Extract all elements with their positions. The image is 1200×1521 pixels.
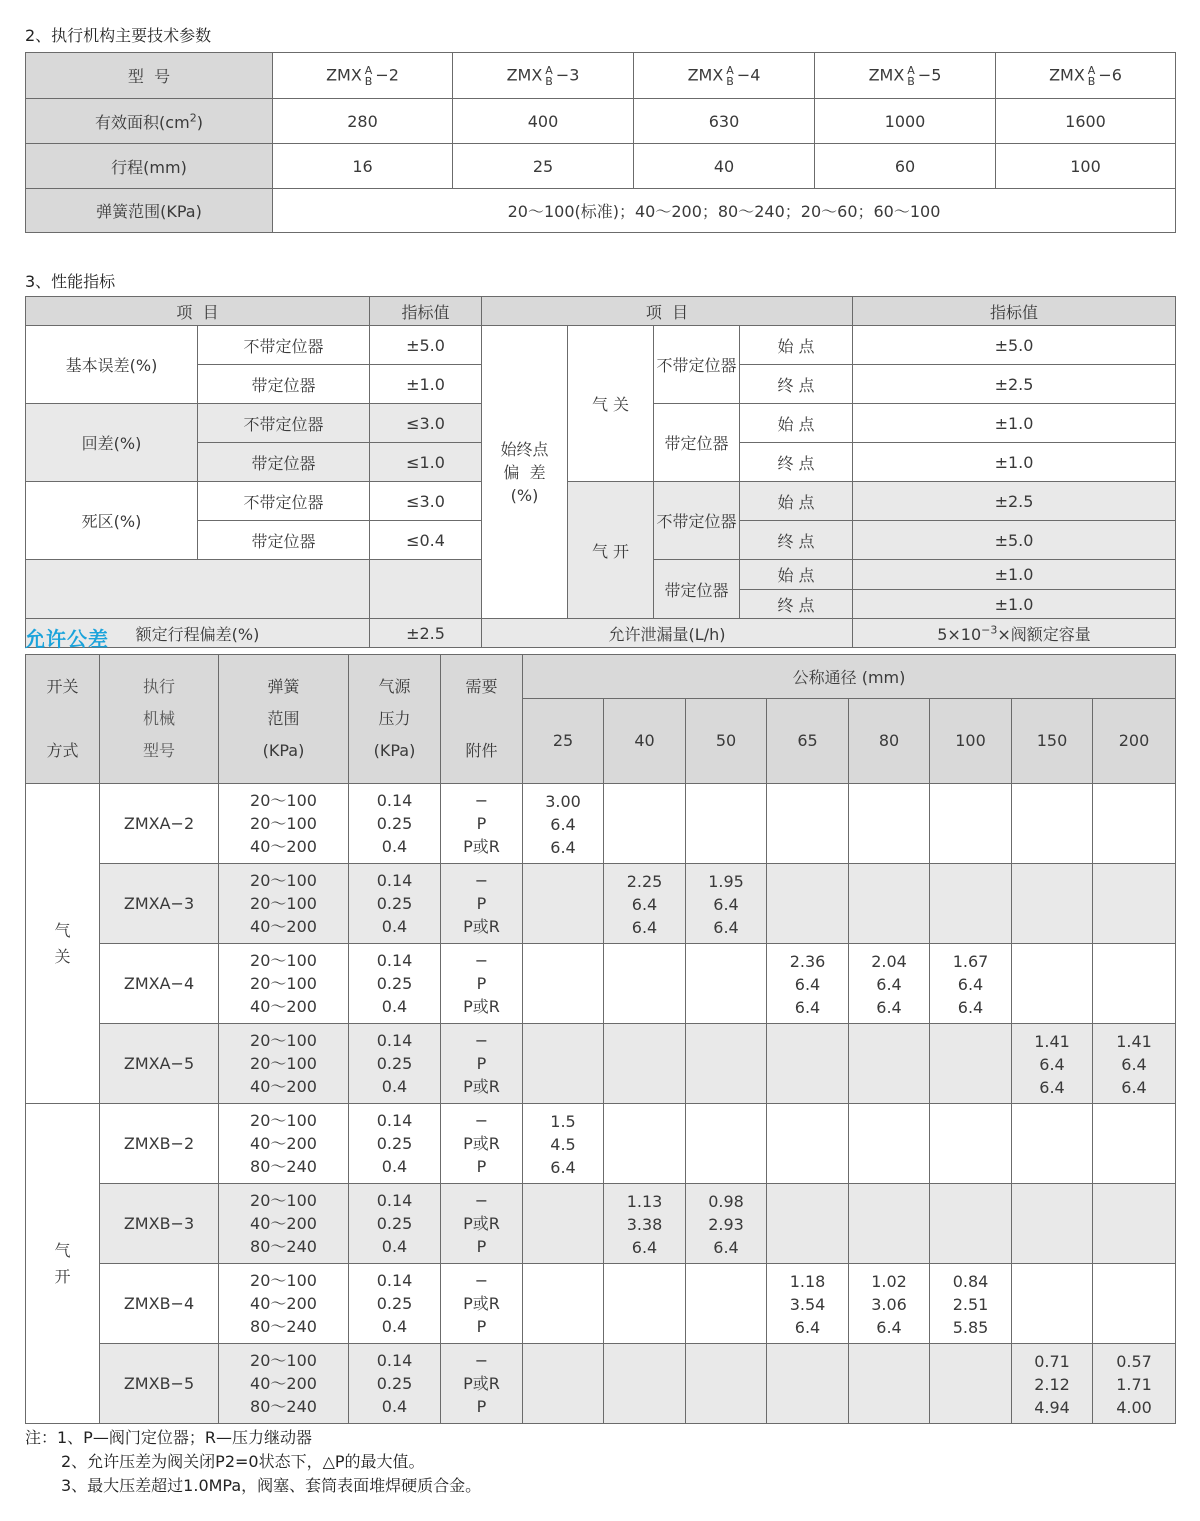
value-cell: ≤1.0 [370,443,482,482]
table-row [26,1264,1176,1344]
tolerance-cell [930,1104,1012,1184]
tolerance-cell: 1.41 6.4 6.4 [1012,1024,1093,1104]
header-diameter: 200 [1093,698,1176,783]
with-positioner-label: 带定位器 [654,560,740,619]
basic-error-label: 基本误差(%) [26,326,198,404]
tolerance-cell [849,784,930,864]
tolerance-cell: 1.5 4.5 6.4 [523,1104,604,1184]
value-cell: ≤3.0 [370,404,482,443]
table-row [26,864,1176,944]
spring-range-cell: 20～100(标准)；40～200；80～240；20～60；60～100 [273,189,1176,233]
header-actuator: 执行 机械 型号 [100,655,219,784]
header-air: 气源 压力 (KPa) [349,655,441,784]
tolerance-cell [1093,1264,1176,1344]
note-3: 3、最大压差超过1.0MPa，阀塞、套筒表面堆焊硬质合金。 [61,1476,482,1495]
accessory-cell: − P P或R [441,864,523,944]
model-cell: ZMXA−4 [100,944,219,1024]
value-cell: ≤0.4 [370,521,482,560]
spacer [370,560,482,590]
header-item-right: 项 目 [482,297,853,326]
performance-table [25,296,1176,648]
stroke-cell: 60 [815,144,996,189]
tolerance-cell [1012,784,1093,864]
notes [25,1426,481,1498]
tolerance-cell [523,1184,604,1264]
tolerance-cell [604,784,686,864]
model-cell: ZMXB−4 [100,1264,219,1344]
tolerance-cell [930,864,1012,944]
air-cell: 0.14 0.25 0.4 [349,944,441,1024]
air-cell: 0.14 0.25 0.4 [349,1184,441,1264]
accessory-cell: − P或R P [441,1184,523,1264]
table-row [26,1024,1176,1104]
spring-cell: 20～100 20～100 40～200 [219,1024,349,1104]
header-diameter: 40 [604,698,686,783]
table-row [26,1184,1176,1264]
accessory-cell: − P或R P [441,1264,523,1344]
table-row [26,944,1176,1024]
tolerance-cell [1012,1264,1093,1344]
tolerance-cell [849,1344,930,1424]
tolerance-cell [930,1024,1012,1104]
tolerance-cell: 1.41 6.4 6.4 [1093,1024,1176,1104]
tolerance-cell [849,1184,930,1264]
tolerance-cell [1093,1184,1176,1264]
air-cell: 0.14 0.25 0.4 [349,1104,441,1184]
tolerance-cell [523,1344,604,1424]
spring-cell: 20～100 40～200 80～240 [219,1344,349,1424]
start-label: 始 点 [740,404,853,443]
header-accessory: 需要 附件 [441,655,523,784]
spring-cell: 20～100 40～200 80～240 [219,1264,349,1344]
leakage-value: $5\times 10^{-3}\times$阀额定容量 [853,619,1176,648]
header-diameter: 25 [523,698,604,783]
stroke-cell: 40 [634,144,815,189]
value-cell: ±1.0 [853,443,1176,482]
air-open-label: 气 开 [568,482,654,619]
tolerance-cell: 1.67 6.4 6.4 [930,944,1012,1024]
tolerance-cell [604,1264,686,1344]
area-cell: 1600 [996,99,1176,144]
value-cell: ±5.0 [853,326,1176,365]
tolerance-cell [767,1024,849,1104]
tolerance-cell [1012,944,1093,1024]
accessory-cell: − P P或R [441,1024,523,1104]
tolerance-cell [523,1024,604,1104]
tolerance-cell [767,864,849,944]
no-positioner-label: 不带定位器 [654,326,740,404]
stroke-cell: 25 [453,144,634,189]
no-positioner-label: 不带定位器 [198,326,370,365]
value-cell: ±5.0 [853,521,1176,560]
header-value-left: 指标值 [370,297,482,326]
leakage-label: 允许泄漏量(L/h) [482,619,853,648]
air-cell: 0.14 0.25 0.4 [349,1264,441,1344]
spring-cell: 20～100 40～200 80～240 [219,1104,349,1184]
accessory-cell: − P P或R [441,784,523,864]
note-1: 注：1、P—阀门定位器；R—压力继动器 [25,1428,312,1447]
tolerance-cell: 1.13 3.38 6.4 [604,1184,686,1264]
tolerance-cell: 0.57 1.71 4.00 [1093,1344,1176,1424]
area-cell: 1000 [815,99,996,144]
tolerance-cell [767,1104,849,1184]
tolerance-cell [1093,944,1176,1024]
air-cell: 0.14 0.25 0.4 [349,784,441,864]
spring-cell: 20～100 20～100 40～200 [219,944,349,1024]
value-cell: ±1.0 [853,590,1176,619]
table-row [26,784,1176,864]
header-diameter: 80 [849,698,930,783]
mode-cell: 气 开 [26,1104,100,1424]
start-label: 始 点 [740,560,853,590]
with-positioner-label: 带定位器 [198,521,370,560]
air-cell: 0.14 0.25 0.4 [349,1344,441,1424]
tolerance-cell [1093,1104,1176,1184]
tolerance-cell [523,864,604,944]
value-cell: ±1.0 [370,365,482,404]
start-label: 始 点 [740,482,853,521]
model-cell: ZMXB−3 [100,1184,219,1264]
model-cell: ZMX A B −3 [453,53,634,99]
spacer [26,590,370,619]
end-label: 终 点 [740,443,853,482]
section2-heading: 2、执行机构主要技术参数 [25,26,212,45]
stroke-cell: 100 [996,144,1176,189]
rated-stroke-value: ±2.5 [370,619,482,648]
value-cell: ±5.0 [370,326,482,365]
tolerance-cell: 1.02 3.06 6.4 [849,1264,930,1344]
header-diameter: 50 [686,698,767,783]
accessory-cell: − P或R P [441,1344,523,1424]
model-cell: ZMX A B −4 [634,53,815,99]
spring-cell: 20～100 40～200 80～240 [219,1184,349,1264]
tolerance-cell [604,1024,686,1104]
header-diameter: 100 [930,698,1012,783]
header-item-left: 项 目 [26,297,370,326]
tolerance-cell [686,944,767,1024]
tolerance-cell: 3.00 6.4 6.4 [523,784,604,864]
tolerance-cell [1012,1104,1093,1184]
end-label: 终 点 [740,590,853,619]
tolerance-cell [767,1344,849,1424]
actuator-params-table [25,52,1176,233]
spacer [26,560,370,590]
tolerance-cell [930,784,1012,864]
tolerance-cell: 2.25 6.4 6.4 [604,864,686,944]
tolerance-cell [1012,864,1093,944]
tolerance-cell [767,1184,849,1264]
header-spring: 弹簧 范围 (KPa) [219,655,349,784]
tolerance-cell [604,1104,686,1184]
tolerance-cell: 0.84 2.51 5.85 [930,1264,1012,1344]
label-area: 有效面积$(cm^2)$ [26,99,273,144]
tolerance-table [25,654,1176,1424]
tolerance-cell [523,944,604,1024]
end-label: 终 点 [740,521,853,560]
tolerance-cell: 0.98 2.93 6.4 [686,1184,767,1264]
accessory-cell: − P P或R [441,944,523,1024]
tolerance-cell [604,944,686,1024]
header-diameter: 65 [767,698,849,783]
tolerance-cell: 2.04 6.4 6.4 [849,944,930,1024]
mode-cell: 气 关 [26,784,100,1104]
with-positioner-label: 带定位器 [198,443,370,482]
spring-cell: 20～100 20～100 40～200 [219,784,349,864]
value-cell: ≤3.0 [370,482,482,521]
air-cell: 0.14 0.25 0.4 [349,864,441,944]
tolerance-cell [849,1024,930,1104]
air-close-label: 气 关 [568,326,654,482]
no-positioner-label: 不带定位器 [654,482,740,560]
model-cell: ZMX A B −2 [273,53,453,99]
air-cell: 0.14 0.25 0.4 [349,1024,441,1104]
tolerance-cell [686,1104,767,1184]
header-mode: 开关 方式 [26,655,100,784]
tolerance-cell: 1.18 3.54 6.4 [767,1264,849,1344]
no-positioner-label: 不带定位器 [198,404,370,443]
area-cell: 400 [453,99,634,144]
note-2: 2、允许压差为阀关闭P2=0状态下，△P的最大值。 [61,1452,425,1471]
value-cell: ±2.5 [853,365,1176,404]
dead-zone-label: 死区(%) [26,482,198,560]
tolerance-cell: 2.36 6.4 6.4 [767,944,849,1024]
label-spring: 弹簧范围(KPa) [26,189,273,233]
tolerance-cell [849,1104,930,1184]
header-nominal: 公称通径 (mm) [523,655,1176,699]
model-cell: ZMXB−5 [100,1344,219,1424]
label-model: 型 号 [26,53,273,99]
value-cell: ±2.5 [853,482,1176,521]
no-positioner-label: 不带定位器 [198,482,370,521]
area-cell: 280 [273,99,453,144]
model-cell: ZMXA−5 [100,1024,219,1104]
tolerance-cell [686,1344,767,1424]
with-positioner-label: 带定位器 [654,404,740,482]
tolerance-cell [930,1184,1012,1264]
tolerance-cell [1093,864,1176,944]
section3-heading: 3、性能指标 [25,272,116,291]
value-cell: ±1.0 [853,560,1176,590]
tolerance-cell [767,784,849,864]
model-cell: ZMXA−2 [100,784,219,864]
accessory-cell: − P或R P [441,1104,523,1184]
tolerance-cell [604,1344,686,1424]
spacer [370,590,482,619]
endpoint-deviation-label: 始终点 偏 差 (%) [482,326,568,619]
model-cell: ZMX A B −6 [996,53,1176,99]
table-row [26,1344,1176,1424]
label-stroke: 行程(mm) [26,144,273,189]
tolerance-cell [1012,1184,1093,1264]
with-positioner-label: 带定位器 [198,365,370,404]
tolerance-cell [686,1024,767,1104]
model-cell: ZMXB−2 [100,1104,219,1184]
tolerance-cell [523,1264,604,1344]
value-cell: ±1.0 [853,404,1176,443]
tolerance-cell [686,1264,767,1344]
model-cell: ZMXA−3 [100,864,219,944]
stroke-cell: 16 [273,144,453,189]
tolerance-cell [849,864,930,944]
model-cell: ZMX A B −5 [815,53,996,99]
rated-stroke-label: 额定行程偏差(%) [26,619,370,648]
end-label: 终 点 [740,365,853,404]
header-diameter: 150 [1012,698,1093,783]
hysteresis-label: 回差(%) [26,404,198,482]
tolerance-cell [686,784,767,864]
tolerance-cell [1093,784,1176,864]
tolerance-title: 允许公差 [25,627,109,651]
table-row [26,1104,1176,1184]
start-label: 始 点 [740,326,853,365]
area-cell: 630 [634,99,815,144]
tolerance-cell [930,1344,1012,1424]
spring-cell: 20～100 20～100 40～200 [219,864,349,944]
tolerance-cell: 0.71 2.12 4.94 [1012,1344,1093,1424]
header-value-right: 指标值 [853,297,1176,326]
tolerance-cell: 1.95 6.4 6.4 [686,864,767,944]
